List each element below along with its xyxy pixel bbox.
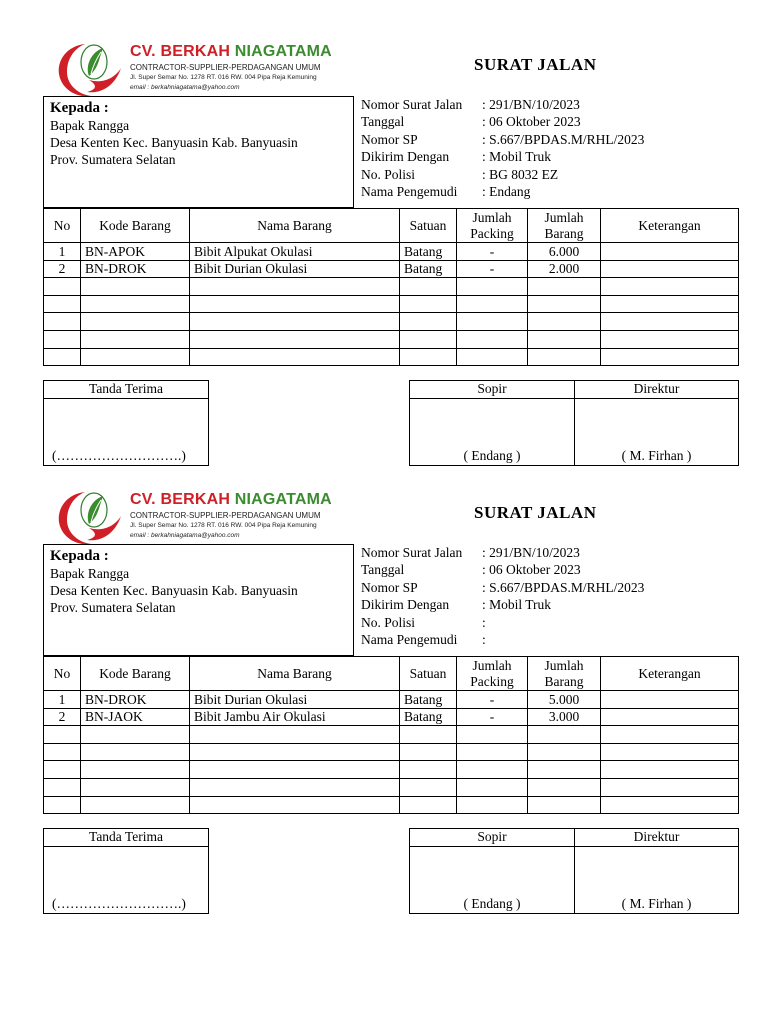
info-value: : Endang <box>482 184 531 200</box>
info-value: : <box>482 614 486 630</box>
cell-nama-barang <box>190 726 400 744</box>
tanda-terima-name: (……………………….) <box>52 896 186 911</box>
cell-keterangan <box>601 691 739 709</box>
info-value: : Mobil Truk <box>482 149 552 165</box>
cell-keterangan <box>601 778 739 796</box>
cell-keterangan <box>601 796 739 814</box>
header-kode-barang: Kode Barang <box>81 657 190 691</box>
table-row <box>44 313 739 331</box>
cell-no <box>44 743 81 761</box>
table-row <box>44 691 739 709</box>
cell-jumlah-barang <box>528 278 601 296</box>
company-subtitle: CONTRACTOR-SUPPLIER-PERDAGANGAN UMUM <box>130 511 321 520</box>
info-value: : 291/BN/10/2023 <box>482 545 580 560</box>
tanda-terima-box <box>43 380 209 466</box>
cell-jumlah-packing <box>457 313 528 331</box>
header-no: No <box>44 657 81 691</box>
cell-nama-barang <box>190 313 400 331</box>
cell-keterangan <box>601 295 739 313</box>
company-name: CV. BERKAH NIAGATAMA <box>130 43 332 60</box>
cell-kode-barang <box>81 313 190 331</box>
table-header-row <box>44 657 739 691</box>
table-row <box>44 243 739 261</box>
header-nama-barang: Nama Barang <box>190 657 400 691</box>
header-nama-barang: Nama Barang <box>190 209 400 243</box>
info-value: : BG 8032 EZ <box>482 166 559 182</box>
cell-jumlah-barang <box>528 743 601 761</box>
cell-keterangan <box>601 726 739 744</box>
cell-satuan <box>400 313 457 331</box>
header-no: No <box>44 209 81 243</box>
shipment-info <box>361 96 644 200</box>
items-table <box>43 208 739 366</box>
sopir-name: ( Endang ) <box>463 448 521 463</box>
tanda-terima-label: Tanda Terima <box>44 381 208 399</box>
info-label: Nomor Surat Jalan <box>361 545 463 560</box>
signature-box <box>409 380 739 466</box>
sopir-signature <box>410 829 574 913</box>
info-label: Dikirim Dengan <box>361 597 450 613</box>
header-kode-barang: Kode Barang <box>81 209 190 243</box>
info-row <box>361 96 644 113</box>
info-value: : 06 Oktober 2023 <box>482 114 581 130</box>
cell-satuan <box>400 278 457 296</box>
cell-no: 2 <box>44 260 81 278</box>
sopir-label: Sopir <box>410 381 574 399</box>
cell-jumlah-barang <box>528 348 601 366</box>
cell-no <box>44 313 81 331</box>
cell-jumlah-packing <box>457 295 528 313</box>
cell-no <box>44 348 81 366</box>
info-row <box>361 561 644 578</box>
cell-no <box>44 295 81 313</box>
cell-jumlah-barang <box>528 796 601 814</box>
document-title: SURAT JALAN <box>474 55 597 74</box>
cell-nama-barang <box>190 761 400 779</box>
cell-jumlah-barang <box>528 295 601 313</box>
cell-no: 1 <box>44 243 81 261</box>
company-logo-icon <box>55 40 127 100</box>
recipient-line: Prov. Sumatera Selatan <box>50 152 176 167</box>
info-value: : <box>482 632 486 648</box>
table-row <box>44 726 739 744</box>
info-row <box>361 631 644 648</box>
cell-no <box>44 778 81 796</box>
table-row <box>44 295 739 313</box>
cell-nama-barang: Bibit Durian Okulasi <box>190 260 400 278</box>
recipient-line: Prov. Sumatera Selatan <box>50 600 176 615</box>
cell-kode-barang <box>81 796 190 814</box>
direktur-label: Direktur <box>575 381 738 399</box>
cell-keterangan <box>601 243 739 261</box>
table-row <box>44 260 739 278</box>
cell-kode-barang: BN-APOK <box>81 243 190 261</box>
cell-jumlah-packing <box>457 796 528 814</box>
table-row <box>44 743 739 761</box>
cell-nama-barang <box>190 348 400 366</box>
cell-nama-barang <box>190 295 400 313</box>
cell-jumlah-barang: 3.000 <box>528 708 601 726</box>
company-email: email : berkahniagatama@yahoo.com <box>130 532 240 539</box>
info-label: Nomor SP <box>361 131 418 147</box>
info-label: Dikirim Dengan <box>361 149 450 165</box>
cell-nama-barang <box>190 796 400 814</box>
info-value: : 06 Oktober 2023 <box>482 562 581 578</box>
tanda-terima-box <box>43 828 209 914</box>
cell-nama-barang: Bibit Durian Okulasi <box>190 691 400 709</box>
cell-no <box>44 278 81 296</box>
info-value: : Mobil Truk <box>482 597 552 613</box>
header-keterangan: Keterangan <box>601 209 739 243</box>
direktur-signature <box>575 829 738 913</box>
info-row <box>361 596 644 613</box>
cell-keterangan <box>601 313 739 331</box>
cell-no <box>44 796 81 814</box>
cell-satuan: Batang <box>400 260 457 278</box>
cell-kode-barang <box>81 743 190 761</box>
cell-keterangan <box>601 260 739 278</box>
recipient-box <box>43 544 354 656</box>
recipient-heading: Kepada : <box>50 100 109 116</box>
cell-jumlah-barang: 2.000 <box>528 260 601 278</box>
info-label: Nama Pengemudi <box>361 184 458 200</box>
cell-kode-barang: BN-DROK <box>81 260 190 278</box>
cell-kode-barang: BN-DROK <box>81 691 190 709</box>
recipient-line: Desa Kenten Kec. Banyuasin Kab. Banyuasin <box>50 135 298 150</box>
header-jumlah-packing: Jumlah Packing <box>457 209 528 243</box>
info-label: Tanggal <box>361 114 405 130</box>
info-row <box>361 579 644 596</box>
company-address: Jl. Super Semar No. 1278 RT. 016 RW. 004 Pipa Reja Kemuning <box>130 74 317 81</box>
cell-kode-barang <box>81 778 190 796</box>
cell-kode-barang <box>81 726 190 744</box>
header-keterangan: Keterangan <box>601 657 739 691</box>
cell-kode-barang <box>81 761 190 779</box>
items-table <box>43 656 739 814</box>
table-row <box>44 348 739 366</box>
cell-satuan: Batang <box>400 708 457 726</box>
surat-jalan-document <box>0 40 768 500</box>
cell-satuan: Batang <box>400 243 457 261</box>
info-label: Tanggal <box>361 562 405 578</box>
info-value: : S.667/BPDAS.M/RHL/2023 <box>482 131 645 147</box>
cell-keterangan <box>601 743 739 761</box>
sopir-name: ( Endang ) <box>463 896 521 911</box>
cell-nama-barang: Bibit Alpukat Okulasi <box>190 243 400 261</box>
cell-jumlah-packing <box>457 278 528 296</box>
table-row <box>44 330 739 348</box>
cell-nama-barang <box>190 330 400 348</box>
recipient-box <box>43 96 354 208</box>
info-row <box>361 131 644 148</box>
cell-satuan: Batang <box>400 691 457 709</box>
sopir-label: Sopir <box>410 829 574 847</box>
cell-satuan <box>400 778 457 796</box>
info-row <box>361 183 644 200</box>
signature-box <box>409 828 739 914</box>
cell-kode-barang <box>81 295 190 313</box>
header-jumlah-barang: Jumlah Barang <box>528 209 601 243</box>
table-header-row <box>44 209 739 243</box>
direktur-name: ( M. Firhan ) <box>621 448 692 463</box>
company-address: Jl. Super Semar No. 1278 RT. 016 RW. 004 Pipa Reja Kemuning <box>130 522 317 529</box>
cell-jumlah-barang <box>528 313 601 331</box>
info-value: : S.667/BPDAS.M/RHL/2023 <box>482 579 645 595</box>
direktur-name: ( M. Firhan ) <box>621 896 692 911</box>
info-row <box>361 166 644 183</box>
table-row <box>44 278 739 296</box>
company-subtitle: CONTRACTOR-SUPPLIER-PERDAGANGAN UMUM <box>130 63 321 72</box>
cell-no <box>44 726 81 744</box>
cell-kode-barang <box>81 348 190 366</box>
cell-nama-barang <box>190 278 400 296</box>
cell-jumlah-packing: - <box>457 260 528 278</box>
info-row <box>361 148 644 165</box>
header-jumlah-packing: Jumlah Packing <box>457 657 528 691</box>
tanda-terima-name: (……………………….) <box>52 448 186 463</box>
document-title: SURAT JALAN <box>474 503 597 522</box>
cell-jumlah-barang <box>528 726 601 744</box>
cell-satuan <box>400 761 457 779</box>
info-row <box>361 614 644 631</box>
cell-jumlah-packing <box>457 743 528 761</box>
cell-jumlah-barang <box>528 330 601 348</box>
cell-jumlah-packing: - <box>457 243 528 261</box>
cell-satuan <box>400 796 457 814</box>
info-label: Nama Pengemudi <box>361 632 458 648</box>
cell-jumlah-packing: - <box>457 708 528 726</box>
cell-satuan <box>400 330 457 348</box>
cell-jumlah-barang: 5.000 <box>528 691 601 709</box>
cell-no: 2 <box>44 708 81 726</box>
cell-keterangan <box>601 761 739 779</box>
cell-jumlah-barang <box>528 761 601 779</box>
cell-jumlah-packing <box>457 330 528 348</box>
recipient-heading: Kepada : <box>50 548 109 564</box>
info-label: No. Polisi <box>361 614 416 630</box>
header-satuan: Satuan <box>400 209 457 243</box>
cell-keterangan <box>601 278 739 296</box>
info-row <box>361 544 644 561</box>
cell-keterangan <box>601 348 739 366</box>
cell-jumlah-packing <box>457 778 528 796</box>
info-value: : 291/BN/10/2023 <box>482 97 580 112</box>
cell-nama-barang <box>190 743 400 761</box>
cell-nama-barang <box>190 778 400 796</box>
cell-jumlah-packing: - <box>457 691 528 709</box>
cell-nama-barang: Bibit Jambu Air Okulasi <box>190 708 400 726</box>
tanda-terima-label: Tanda Terima <box>44 829 208 847</box>
cell-no: 1 <box>44 691 81 709</box>
shipment-info <box>361 544 644 648</box>
cell-keterangan <box>601 330 739 348</box>
cell-satuan <box>400 348 457 366</box>
company-logo-icon <box>55 488 127 548</box>
recipient-line: Bapak Rangga <box>50 566 130 581</box>
cell-satuan <box>400 295 457 313</box>
header-satuan: Satuan <box>400 657 457 691</box>
cell-jumlah-barang: 6.000 <box>528 243 601 261</box>
recipient-line: Desa Kenten Kec. Banyuasin Kab. Banyuasin <box>50 583 298 598</box>
table-row <box>44 778 739 796</box>
info-label: Nomor SP <box>361 579 418 595</box>
cell-jumlah-packing <box>457 761 528 779</box>
cell-jumlah-packing <box>457 726 528 744</box>
cell-satuan <box>400 743 457 761</box>
cell-jumlah-barang <box>528 778 601 796</box>
header-jumlah-barang: Jumlah Barang <box>528 657 601 691</box>
cell-jumlah-packing <box>457 348 528 366</box>
company-name: CV. BERKAH NIAGATAMA <box>130 491 332 508</box>
table-row <box>44 761 739 779</box>
info-label: Nomor Surat Jalan <box>361 97 463 112</box>
table-row <box>44 796 739 814</box>
table-row <box>44 708 739 726</box>
cell-kode-barang <box>81 330 190 348</box>
cell-satuan <box>400 726 457 744</box>
sopir-signature <box>410 381 574 465</box>
cell-no <box>44 761 81 779</box>
cell-no <box>44 330 81 348</box>
cell-kode-barang: BN-JAOK <box>81 708 190 726</box>
cell-kode-barang <box>81 278 190 296</box>
cell-keterangan <box>601 708 739 726</box>
info-label: No. Polisi <box>361 166 416 182</box>
surat-jalan-document <box>0 488 768 948</box>
info-row <box>361 113 644 130</box>
direktur-label: Direktur <box>575 829 738 847</box>
company-email: email : berkahniagatama@yahoo.com <box>130 84 240 91</box>
recipient-line: Bapak Rangga <box>50 118 130 133</box>
direktur-signature <box>575 381 738 465</box>
